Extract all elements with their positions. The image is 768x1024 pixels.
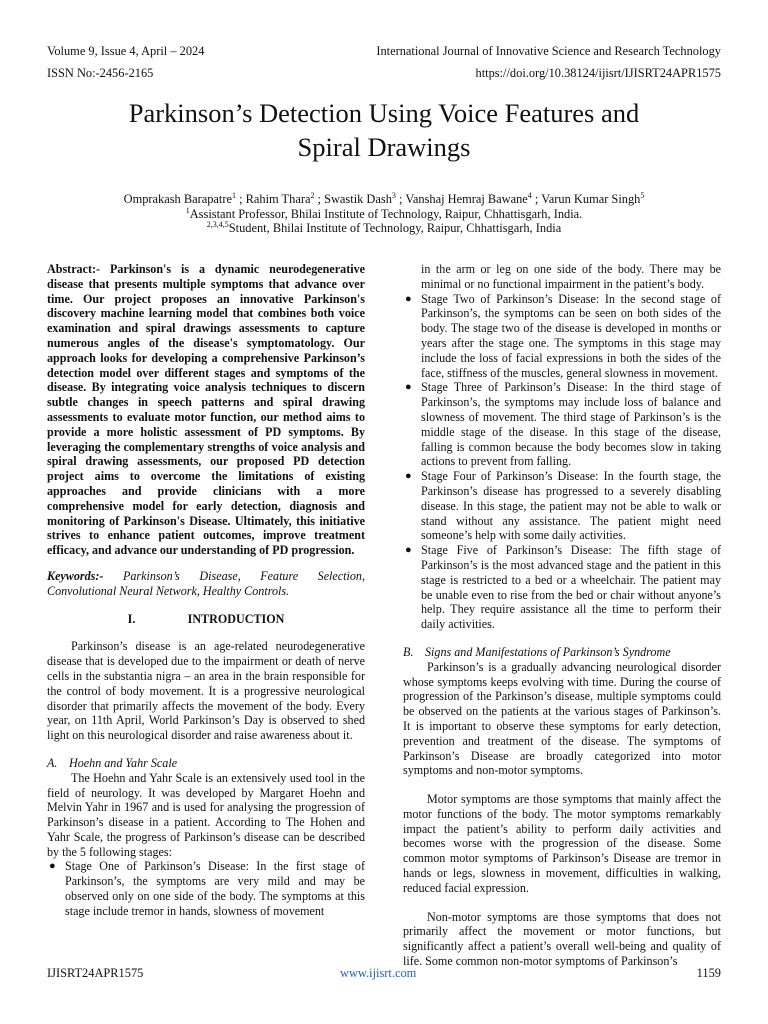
affiliation <box>40 221 728 236</box>
stage-text: Stage One of Parkinson’s Disease: In the first stage of Parkinson’s, the symptoms are very mild and may be observed only on one side of the body. The symptoms at this stage include tremor in hands, slowness of movement <box>65 859 365 918</box>
stage-text: Stage Four of Parkinson’s Disease: In the fourth stage, the Parkinson’s disease has progressed to a severely disabling disease. In this stage, the patient may not be able to walk or stand without any assistance. The patient might need someone’s help with some daily activities. <box>421 469 721 543</box>
author-name: Swastik Dash <box>324 192 392 206</box>
keywords <box>47 569 365 599</box>
left-column <box>47 262 365 919</box>
stage-list <box>47 859 365 918</box>
subsection-title: Hoehn and Yahr Scale <box>69 755 178 770</box>
header-journal: International Journal of Innovative Science and Research Technology <box>376 44 721 58</box>
header-doi-link[interactable]: https://doi.org/10.38124/ijisrt/IJISRT24APR1575 <box>475 66 721 80</box>
list-item <box>403 380 721 469</box>
keywords-label: Keywords:- <box>47 568 104 583</box>
section-title: INTRODUCTION <box>187 611 285 626</box>
intro-paragraph: Parkinson’s disease is an age-related neurodegenerative disease that is developed due to the impairment or death of nerve cells in the substantia nigra – an area in the brain responsible for the control of body movement. It is a progressive neurological disorder that primarily affects the movement of the body. Every year, on 11th April, World Parkinson’s Day is observed to shed light on this neurological disorder and raise awareness about it. <box>47 639 365 743</box>
author-name: Vanshaj Hemraj Bawane <box>405 192 528 206</box>
stage-text: Stage Three of Parkinson’s Disease: In the third stage of Parkinson’s, the symptoms may include loss of balance and slowness of movement. The third stage of Parkinson’s is the middle stage of the disease. In this stage of the disease, falling is common because the body becomes slow in taking actions to prevent from falling. <box>421 380 721 469</box>
author-sup: 1 <box>232 190 236 200</box>
right-column <box>403 262 721 969</box>
author-sup: 2 <box>310 190 315 200</box>
title-line-2: Spiral Drawings <box>297 132 471 162</box>
list-item <box>403 292 721 381</box>
author-name: Varun Kumar Singh <box>541 192 641 206</box>
subsection-letter: B. <box>403 644 414 659</box>
affiliation-text: Assistant Professor, Bhilai Institute of Technology, Raipur, Chhattisgarh, India. <box>189 206 583 221</box>
affiliation-sup: 1 <box>185 205 190 215</box>
non-motor-symptoms-paragraph: Non-motor symptoms are those symptoms that does not primarily affect the movement or motor functions, but significantly affect a patient’s overall well-being and quality of life. Some common non-motor symptoms of Parkinson’s <box>403 909 721 969</box>
section-heading-introduction <box>47 612 365 627</box>
affiliation-text: Student, Bhilai Institute of Technology, Raipur, Chhattisgarh, India <box>228 221 562 235</box>
affiliation-sup: 2,3,4,5 <box>206 219 229 229</box>
bullet-icon: ● <box>49 860 56 873</box>
stage-text: Stage Five of Parkinson’s Disease: The fifth stage of Parkinson’s is the most advanced stage and the patient in this stage is restricted to a bed or a wheelchair. The patient may be unable even to rise from the bed or chair without anyone’s help. They require assistance all the time to perform their daily activities. <box>421 543 721 632</box>
author-sup: 5 <box>640 190 645 200</box>
bullet-icon: ● <box>405 470 412 483</box>
affiliation <box>40 207 728 222</box>
author-list: Omprakash Barapatre$^1$ ; Rahim Thara$^2$ ; Swastik Dash$^3$ ; Vanshaj Hemraj Bawane$^4$ ; Varun Kumar Singh$^5$ <box>123 190 645 206</box>
footer-website-link[interactable]: www.ijisrt.com <box>340 966 417 980</box>
paper-title <box>40 96 728 164</box>
author-name: Omprakash Barapatre <box>123 192 232 206</box>
stage-continuation: in the arm or leg on one side of the body. There may be minimal or no functional impairment in the patient’s body. <box>421 262 721 291</box>
section-number: I. <box>127 611 136 626</box>
list-item <box>403 469 721 543</box>
footer-paper-id: IJISRT24APR1575 <box>47 966 144 980</box>
footer-page-number: 1159 <box>696 966 721 980</box>
header-issn: ISSN No:-2456-2165 <box>47 66 154 80</box>
bullet-icon: ● <box>405 381 412 394</box>
author-sup: 3 <box>391 190 396 200</box>
hoehn-yahr-paragraph: The Hoehn and Yahr Scale is an extensively used tool in the field of neurology. It was developed by Margaret Hoehn and Melvin Yahr in 1967 and is used for analysing the progression of Parkinson’s disease in a patient. According to The Hohen and Yahr Scale, the progress of Parkinson’s disease can be described by the 5 following stages: <box>47 770 365 859</box>
stage-list <box>403 292 721 632</box>
signs-paragraph: Parkinson’s is a gradually advancing neurological disorder whose symptoms keeps evolving with time. During the course of progression of the Parkinson’s disease, multiple symptoms could be observed on the patients at the various stages of Parkinson’s. It is important to observe these symptoms for early detection, prevention and treatment of the disease. The symptoms of Parkinson’s Disease are broadly categorized into motor symptoms and non-motor symptoms. <box>403 659 721 778</box>
list-item <box>47 859 365 918</box>
author-sup: 4 <box>527 190 532 200</box>
header-volume: Volume 9, Issue 4, April – 2024 <box>47 44 205 58</box>
list-item <box>403 543 721 632</box>
bullet-icon: ● <box>405 292 412 305</box>
subsection-heading-b <box>403 645 721 660</box>
abstract: Abstract:- Parkinson's is a dynamic neurodegenerative disease that presents multiple symptoms that advance over time. Our project proposes an innovative Parkinson's discovery machine learning model that combines both voice examination and spiral drawings assessments to capture numerous angles of the disease's symptomatology. Our approach looks for developing a comprehensive Parkinson’s detection model over different stages and symptoms of the disease. By integrating voice analysis techniques to discern subtle changes in speech patterns and spiral drawing assessments to evaluate motor function, our method aims to provide a more holistic assessment of PD symptoms. By leveraging the complementary strengths of voice analysis and spiral drawing assessments, our proposed PD detection project aims to overcome the limitations of existing approaches and provide clinicians with a more comprehensive model for early detection, diagnosis and monitoring of Parkinson's Disease. Ultimately, this initiative strives to enhance patient outcomes, improve treatment efficacy, and advance our understanding of PD progression. <box>47 262 365 558</box>
subsection-heading-a <box>47 756 365 771</box>
bullet-icon: ● <box>405 544 412 557</box>
title-line-1: Parkinson’s Detection Using Voice Features and <box>128 98 640 128</box>
keywords-text: Parkinson’s Disease, Feature Selection, Convolutional Neural Network, Healthy Controls. <box>47 568 365 598</box>
motor-symptoms-paragraph: Motor symptoms are those symptoms that mainly affect the motor functions of the body. The motor symptoms remarkably impact the patient’s ability to perform daily activities and becomes worse with the progression of the disease. Some common motor symptoms of Parkinson’s Disease are tremor in hands or legs, slowness in movement, difficulties in walking, reduced facial expression. <box>403 792 721 895</box>
author-name: Rahim Thara <box>245 192 311 206</box>
stage-text: Stage Two of Parkinson’s Disease: In the second stage of Parkinson’s, the symptoms can be seen on both sides of the body. The stage two of the disease is developed in months or years after the stage one. The symptoms in this stage may include the loss of facial expressions in both the sides of the face, stiffness of the muscles, general slowness in movement. <box>421 291 721 380</box>
authors-block <box>40 192 728 236</box>
subsection-letter: A. <box>47 755 58 770</box>
subsection-title: Signs and Manifestations of Parkinson’s Syndrome <box>425 644 671 659</box>
